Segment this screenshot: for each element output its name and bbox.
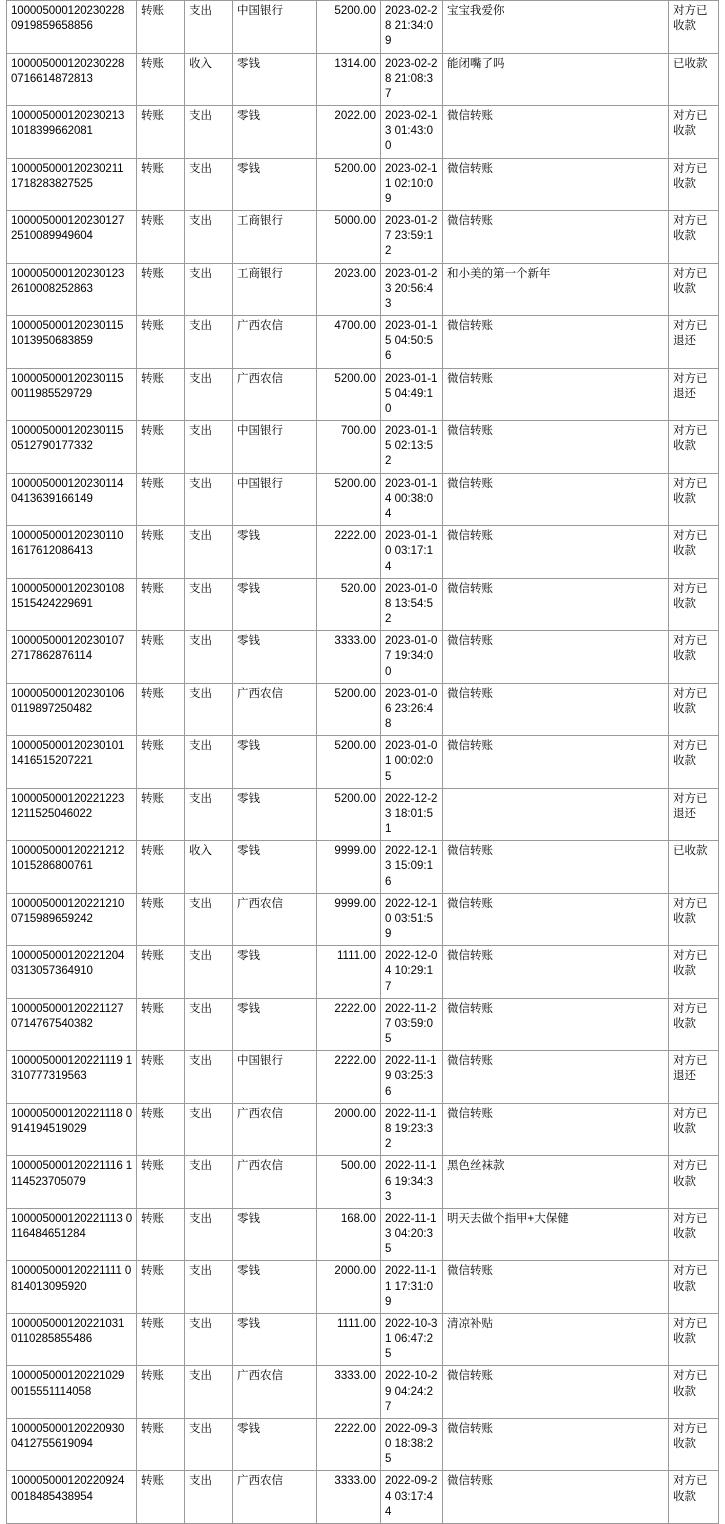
cell-amount: 700.00: [317, 421, 381, 474]
cell-channel: 零钱: [233, 526, 317, 579]
cell-note: 微信转账: [443, 683, 669, 736]
cell-status: 对方已收款: [669, 1313, 719, 1366]
table-row: [7, 1051, 719, 1104]
cell-note: 黑色丝袜款: [443, 1156, 669, 1209]
cell-direction: 支出: [185, 893, 233, 946]
cell-order-number: 100005000120230115 0512790177332: [7, 421, 137, 474]
transaction-table-body: [7, 1, 719, 1524]
cell-direction: 支出: [185, 421, 233, 474]
cell-order-number: 100005000120220924 0018485438954: [7, 1471, 137, 1524]
cell-note: 微信转账: [443, 1418, 669, 1471]
cell-type: 转账: [137, 736, 185, 789]
cell-order-number: 100005000120230127 2510089949604: [7, 211, 137, 264]
cell-type: 转账: [137, 421, 185, 474]
cell-direction: 支出: [185, 683, 233, 736]
cell-type: 转账: [137, 683, 185, 736]
cell-channel: 零钱: [233, 841, 317, 894]
cell-status: 对方已退还: [669, 368, 719, 421]
cell-channel: 广西农信: [233, 1156, 317, 1209]
table-row: [7, 473, 719, 526]
cell-order-number: 100005000120230110 1617612086413: [7, 526, 137, 579]
cell-type: 转账: [137, 578, 185, 631]
cell-direction: 支出: [185, 263, 233, 316]
cell-amount: 9999.00: [317, 893, 381, 946]
cell-direction: 支出: [185, 211, 233, 264]
cell-direction: 支出: [185, 578, 233, 631]
cell-amount: 2222.00: [317, 526, 381, 579]
table-row: [7, 421, 719, 474]
table-row: [7, 106, 719, 159]
cell-channel: 中国银行: [233, 421, 317, 474]
table-row: [7, 1, 719, 54]
cell-time: 2023-01-01 00:02:05: [381, 736, 443, 789]
cell-order-number: 100005000120221127 0714767540382: [7, 998, 137, 1051]
cell-note: 微信转账: [443, 578, 669, 631]
cell-channel: 广西农信: [233, 1103, 317, 1156]
cell-channel: 零钱: [233, 106, 317, 159]
cell-note: 微信转账: [443, 1471, 669, 1524]
cell-time: 2023-02-28 21:08:37: [381, 53, 443, 106]
cell-direction: 收入: [185, 841, 233, 894]
cell-note: 微信转账: [443, 421, 669, 474]
cell-direction: 支出: [185, 316, 233, 369]
cell-note: 明天去做个指甲+大保健: [443, 1208, 669, 1261]
cell-type: 转账: [137, 1313, 185, 1366]
cell-note: 宝宝我爱你: [443, 1, 669, 54]
cell-time: 2022-09-24 03:17:44: [381, 1471, 443, 1524]
cell-order-number: 100005000120221118 0914194519029: [7, 1103, 137, 1156]
cell-note: 微信转账: [443, 1103, 669, 1156]
table-row: [7, 316, 719, 369]
cell-order-number: 100005000120230101 1416515207221: [7, 736, 137, 789]
cell-channel: 零钱: [233, 1261, 317, 1314]
cell-time: 2022-11-16 19:34:33: [381, 1156, 443, 1209]
cell-channel: 中国银行: [233, 473, 317, 526]
cell-order-number: 100005000120230228 0919859658856: [7, 1, 137, 54]
cell-note: 微信转账: [443, 211, 669, 264]
cell-amount: 5200.00: [317, 736, 381, 789]
cell-type: 转账: [137, 1471, 185, 1524]
cell-time: 2023-01-07 19:34:00: [381, 631, 443, 684]
cell-amount: 5000.00: [317, 211, 381, 264]
cell-type: 转账: [137, 946, 185, 999]
cell-type: 转账: [137, 1208, 185, 1261]
cell-note: 微信转账: [443, 368, 669, 421]
table-row: [7, 788, 719, 841]
cell-status: 已收款: [669, 841, 719, 894]
cell-type: 转账: [137, 368, 185, 421]
cell-note: 微信转账: [443, 1051, 669, 1104]
cell-status: 对方已退还: [669, 788, 719, 841]
table-row: [7, 736, 719, 789]
cell-direction: 支出: [185, 106, 233, 159]
cell-status: 对方已收款: [669, 578, 719, 631]
cell-channel: 零钱: [233, 631, 317, 684]
cell-channel: 零钱: [233, 998, 317, 1051]
cell-status: 对方已收款: [669, 1, 719, 54]
cell-status: 对方已收款: [669, 1208, 719, 1261]
cell-note: 微信转账: [443, 736, 669, 789]
cell-note: 微信转账: [443, 526, 669, 579]
cell-channel: 工商银行: [233, 211, 317, 264]
table-row: [7, 1471, 719, 1524]
cell-channel: 零钱: [233, 53, 317, 106]
cell-type: 转账: [137, 316, 185, 369]
cell-type: 转账: [137, 53, 185, 106]
cell-direction: 支出: [185, 1051, 233, 1104]
table-row: [7, 946, 719, 999]
cell-amount: 2222.00: [317, 1418, 381, 1471]
cell-direction: 支出: [185, 1366, 233, 1419]
cell-note: 微信转账: [443, 841, 669, 894]
cell-time: 2023-02-28 21:34:09: [381, 1, 443, 54]
cell-direction: 支出: [185, 1156, 233, 1209]
cell-status: 对方已收款: [669, 683, 719, 736]
cell-amount: 2022.00: [317, 106, 381, 159]
table-row: [7, 1103, 719, 1156]
cell-order-number: 100005000120220930 0412755619094: [7, 1418, 137, 1471]
cell-time: 2022-10-29 04:24:27: [381, 1366, 443, 1419]
cell-status: 对方已收款: [669, 946, 719, 999]
cell-direction: 支出: [185, 946, 233, 999]
cell-time: 2023-01-06 23:26:48: [381, 683, 443, 736]
cell-amount: 5200.00: [317, 158, 381, 211]
cell-direction: 支出: [185, 1103, 233, 1156]
cell-type: 转账: [137, 106, 185, 159]
table-row: [7, 158, 719, 211]
cell-type: 转账: [137, 211, 185, 264]
cell-order-number: 100005000120230228 0716614872813: [7, 53, 137, 106]
cell-time: 2023-01-15 04:50:56: [381, 316, 443, 369]
cell-note: 微信转账: [443, 316, 669, 369]
cell-amount: 1314.00: [317, 53, 381, 106]
table-row: [7, 1208, 719, 1261]
cell-type: 转账: [137, 1261, 185, 1314]
cell-type: 转账: [137, 473, 185, 526]
cell-direction: 支出: [185, 1471, 233, 1524]
table-row: [7, 1156, 719, 1209]
cell-amount: 5200.00: [317, 368, 381, 421]
cell-order-number: 100005000120230211 1718283827525: [7, 158, 137, 211]
cell-amount: 2000.00: [317, 1261, 381, 1314]
cell-amount: 9999.00: [317, 841, 381, 894]
cell-status: 对方已收款: [669, 631, 719, 684]
cell-status: 对方已退还: [669, 316, 719, 369]
cell-order-number: 100005000120221204 0313057364910: [7, 946, 137, 999]
table-row: [7, 368, 719, 421]
cell-channel: 广西农信: [233, 683, 317, 736]
cell-status: 对方已收款: [669, 1418, 719, 1471]
cell-order-number: 100005000120221111 0814013095920: [7, 1261, 137, 1314]
cell-channel: 零钱: [233, 788, 317, 841]
cell-order-number: 100005000120221029 0015551114058: [7, 1366, 137, 1419]
cell-note: 微信转账: [443, 631, 669, 684]
cell-type: 转账: [137, 998, 185, 1051]
cell-order-number: 100005000120221119 1310777319563: [7, 1051, 137, 1104]
cell-type: 转账: [137, 1051, 185, 1104]
table-row: [7, 211, 719, 264]
table-row: [7, 998, 719, 1051]
cell-time: 2022-12-10 03:51:59: [381, 893, 443, 946]
cell-amount: 5200.00: [317, 1, 381, 54]
cell-amount: 2222.00: [317, 998, 381, 1051]
cell-status: 对方已收款: [669, 1261, 719, 1314]
cell-status: 已收款: [669, 53, 719, 106]
table-row: [7, 841, 719, 894]
cell-channel: 零钱: [233, 946, 317, 999]
cell-direction: 支出: [185, 526, 233, 579]
cell-time: 2023-01-23 20:56:43: [381, 263, 443, 316]
cell-order-number: 100005000120221031 0110285855486: [7, 1313, 137, 1366]
cell-status: 对方已收款: [669, 158, 719, 211]
cell-status: 对方已收款: [669, 1103, 719, 1156]
cell-channel: 工商银行: [233, 263, 317, 316]
cell-amount: 3333.00: [317, 1366, 381, 1419]
cell-order-number: 100005000120230114 0413639166149: [7, 473, 137, 526]
cell-type: 转账: [137, 1418, 185, 1471]
cell-direction: 支出: [185, 998, 233, 1051]
table-row: [7, 1366, 719, 1419]
cell-time: 2023-02-11 02:10:09: [381, 158, 443, 211]
cell-status: 对方已收款: [669, 1156, 719, 1209]
cell-amount: 520.00: [317, 578, 381, 631]
cell-direction: 支出: [185, 1, 233, 54]
cell-note: 微信转账: [443, 946, 669, 999]
cell-time: 2022-12-04 10:29:17: [381, 946, 443, 999]
cell-order-number: 100005000120221223 1211525046022: [7, 788, 137, 841]
table-row: [7, 526, 719, 579]
cell-note: [443, 788, 669, 841]
cell-order-number: 100005000120230123 2610008252863: [7, 263, 137, 316]
cell-order-number: 100005000120221113 0116484651284: [7, 1208, 137, 1261]
cell-direction: 支出: [185, 368, 233, 421]
cell-type: 转账: [137, 1103, 185, 1156]
transaction-table: [6, 0, 719, 1524]
cell-channel: 广西农信: [233, 1366, 317, 1419]
cell-time: 2022-09-30 18:38:25: [381, 1418, 443, 1471]
cell-note: 微信转账: [443, 158, 669, 211]
cell-amount: 2000.00: [317, 1103, 381, 1156]
cell-order-number: 100005000120230106 0119897250482: [7, 683, 137, 736]
cell-time: 2022-10-31 06:47:25: [381, 1313, 443, 1366]
cell-direction: 支出: [185, 788, 233, 841]
cell-status: 对方已收款: [669, 106, 719, 159]
table-row: [7, 893, 719, 946]
table-row: [7, 53, 719, 106]
cell-order-number: 100005000120221116 1114523705079: [7, 1156, 137, 1209]
cell-direction: 支出: [185, 631, 233, 684]
cell-channel: 零钱: [233, 1418, 317, 1471]
cell-time: 2022-12-23 18:01:51: [381, 788, 443, 841]
cell-amount: 168.00: [317, 1208, 381, 1261]
cell-note: 和小美的第一个新年: [443, 263, 669, 316]
cell-time: 2022-11-27 03:59:05: [381, 998, 443, 1051]
cell-note: 微信转账: [443, 1366, 669, 1419]
cell-type: 转账: [137, 1, 185, 54]
cell-amount: 3333.00: [317, 1471, 381, 1524]
table-row: [7, 683, 719, 736]
cell-status: 对方已收款: [669, 211, 719, 264]
cell-time: 2023-01-15 02:13:52: [381, 421, 443, 474]
cell-channel: 广西农信: [233, 1471, 317, 1524]
cell-type: 转账: [137, 893, 185, 946]
cell-amount: 5200.00: [317, 473, 381, 526]
cell-amount: 3333.00: [317, 631, 381, 684]
cell-time: 2023-01-08 13:54:52: [381, 578, 443, 631]
cell-channel: 广西农信: [233, 893, 317, 946]
cell-order-number: 100005000120230115 0011985529729: [7, 368, 137, 421]
cell-time: 2022-11-19 03:25:36: [381, 1051, 443, 1104]
cell-channel: 零钱: [233, 578, 317, 631]
cell-note: 微信转账: [443, 998, 669, 1051]
cell-note: 微信转账: [443, 473, 669, 526]
cell-status: 对方已收款: [669, 1471, 719, 1524]
cell-time: 2022-12-13 15:09:16: [381, 841, 443, 894]
cell-direction: 支出: [185, 158, 233, 211]
cell-direction: 支出: [185, 736, 233, 789]
cell-type: 转账: [137, 263, 185, 316]
cell-time: 2023-02-13 01:43:00: [381, 106, 443, 159]
cell-order-number: 100005000120221210 0715989659242: [7, 893, 137, 946]
cell-status: 对方已收款: [669, 473, 719, 526]
cell-channel: 零钱: [233, 736, 317, 789]
cell-channel: 中国银行: [233, 1, 317, 54]
cell-order-number: 100005000120230115 1013950683859: [7, 316, 137, 369]
cell-direction: 支出: [185, 473, 233, 526]
cell-note: 微信转账: [443, 1261, 669, 1314]
cell-amount: 5200.00: [317, 683, 381, 736]
cell-note: 微信转账: [443, 893, 669, 946]
cell-direction: 支出: [185, 1313, 233, 1366]
cell-type: 转账: [137, 788, 185, 841]
cell-channel: 中国银行: [233, 1051, 317, 1104]
cell-amount: 4700.00: [317, 316, 381, 369]
cell-time: 2022-11-11 17:31:09: [381, 1261, 443, 1314]
table-row: [7, 578, 719, 631]
cell-status: 对方已收款: [669, 526, 719, 579]
table-row: [7, 263, 719, 316]
table-row: [7, 1313, 719, 1366]
cell-type: 转账: [137, 841, 185, 894]
cell-channel: 零钱: [233, 1313, 317, 1366]
cell-order-number: 100005000120230107 2717862876114: [7, 631, 137, 684]
cell-time: 2023-01-27 23:59:12: [381, 211, 443, 264]
cell-time: 2023-01-14 00:38:04: [381, 473, 443, 526]
cell-amount: 1111.00: [317, 1313, 381, 1366]
cell-type: 转账: [137, 158, 185, 211]
cell-note: 清凉补贴: [443, 1313, 669, 1366]
cell-amount: 5200.00: [317, 788, 381, 841]
cell-note: 能闭嘴了吗: [443, 53, 669, 106]
cell-order-number: 100005000120230213 1018399662081: [7, 106, 137, 159]
cell-time: 2022-11-18 19:23:32: [381, 1103, 443, 1156]
table-row: [7, 1418, 719, 1471]
table-row: [7, 1261, 719, 1314]
cell-amount: 500.00: [317, 1156, 381, 1209]
cell-channel: 零钱: [233, 1208, 317, 1261]
cell-amount: 1111.00: [317, 946, 381, 999]
cell-status: 对方已收款: [669, 1366, 719, 1419]
table-row: [7, 631, 719, 684]
cell-direction: 支出: [185, 1261, 233, 1314]
cell-time: 2022-11-13 04:20:35: [381, 1208, 443, 1261]
cell-status: 对方已收款: [669, 421, 719, 474]
cell-channel: 广西农信: [233, 368, 317, 421]
cell-type: 转账: [137, 1366, 185, 1419]
cell-amount: 2023.00: [317, 263, 381, 316]
cell-type: 转账: [137, 1156, 185, 1209]
cell-note: 微信转账: [443, 106, 669, 159]
cell-type: 转账: [137, 631, 185, 684]
cell-channel: 广西农信: [233, 316, 317, 369]
cell-direction: 收入: [185, 53, 233, 106]
cell-status: 对方已收款: [669, 263, 719, 316]
cell-amount: 2222.00: [317, 1051, 381, 1104]
cell-direction: 支出: [185, 1418, 233, 1471]
cell-time: 2023-01-15 04:49:10: [381, 368, 443, 421]
cell-status: 对方已收款: [669, 736, 719, 789]
cell-direction: 支出: [185, 1208, 233, 1261]
cell-type: 转账: [137, 526, 185, 579]
cell-order-number: 100005000120221212 1015286800761: [7, 841, 137, 894]
cell-status: 对方已退还: [669, 1051, 719, 1104]
cell-channel: 零钱: [233, 158, 317, 211]
cell-status: 对方已收款: [669, 998, 719, 1051]
cell-status: 对方已收款: [669, 893, 719, 946]
cell-time: 2023-01-10 03:17:14: [381, 526, 443, 579]
cell-order-number: 100005000120230108 1515424229691: [7, 578, 137, 631]
